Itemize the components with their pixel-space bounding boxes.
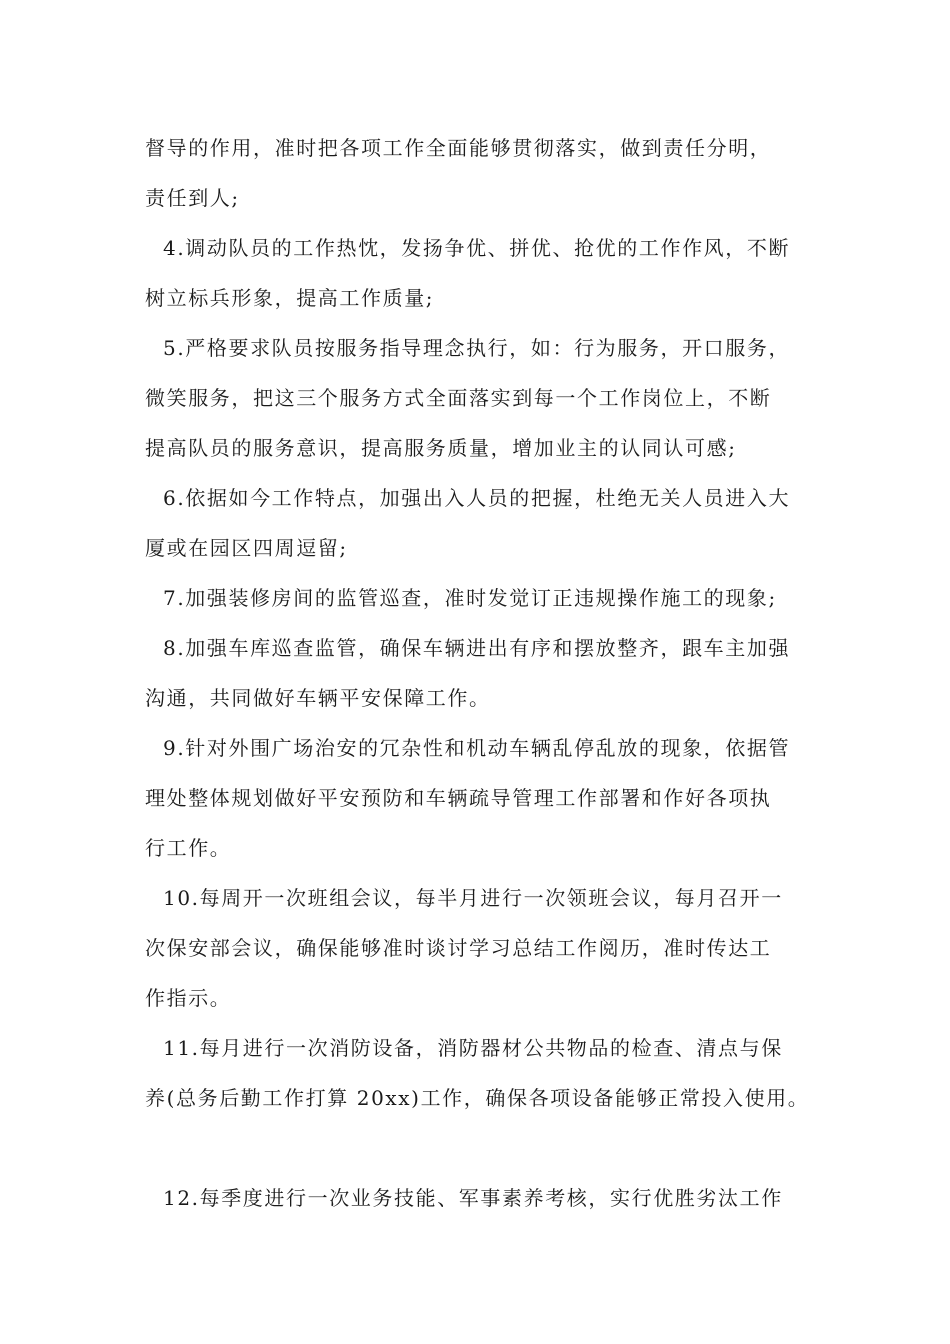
paragraph-item-6: [145, 473, 810, 573]
text-line: 4.调动队员的工作热忱，发扬争优、拼优、抢优的工作作风，不断: [163, 236, 791, 260]
text-line: 微笑服务，把这三个服务方式全面落实到每一个工作岗位上，不断: [145, 386, 772, 410]
text-line: 7.加强装修房间的监管巡查，准时发觉订正违规操作施工的现象;: [163, 586, 777, 610]
text-line: 厦或在园区四周逗留;: [145, 536, 348, 560]
text-line: 10.每周开一次班组会议，每半月进行一次领班会议，每月召开一: [163, 886, 783, 910]
text-line: 养(总务后勤工作打算 20xx)工作，确保各项设备能够正常投入使用。: [145, 1086, 810, 1110]
text-line: 责任到人;: [145, 186, 240, 210]
text-line: 提高队员的服务意识，提高服务质量，增加业主的认同认可感;: [145, 436, 737, 460]
paragraph-item-8: [145, 623, 810, 723]
text-line: 行工作。: [145, 836, 232, 860]
text-line: 12.每季度进行一次业务技能、军事素养考核，实行优胜劣汰工作: [163, 1186, 783, 1210]
text-line: 11.每月进行一次消防设备，消防器材公共物品的检查、清点与保: [163, 1036, 783, 1060]
paragraph-item-7: [145, 573, 810, 623]
text-line: 9.针对外围广场治安的冗杂性和机动车辆乱停乱放的现象，依据管: [163, 736, 791, 760]
paragraph-item-10: [145, 873, 810, 1023]
text-line: 次保安部会议，确保能够准时谈讨学习总结工作阅历，准时传达工: [145, 936, 772, 960]
text-line: 督导的作用，准时把各项工作全面能够贯彻落实，做到责任分明，: [145, 136, 772, 160]
paragraph-item-9: [145, 723, 810, 873]
paragraph-item-4: [145, 223, 810, 323]
text-line: 沟通，共同做好车辆平安保障工作。: [145, 686, 491, 710]
text-line: 5.严格要求队员按服务指导理念执行，如：行为服务，开口服务，: [163, 336, 791, 360]
text-line: 树立标兵形象，提高工作质量;: [145, 286, 435, 310]
text-line: 8.加强车库巡查监管，确保车辆进出有序和摆放整齐，跟车主加强: [163, 636, 791, 660]
paragraph-item-5: [145, 323, 810, 473]
text-line: 理处整体规划做好平安预防和车辆疏导管理工作部署和作好各项执: [145, 786, 772, 810]
paragraph-item-12: [145, 1173, 810, 1223]
paragraph-item-11: [145, 1023, 810, 1123]
text-line: 作指示。: [145, 986, 232, 1010]
paragraph-continuation: [145, 123, 810, 223]
text-line: 6.依据如今工作特点，加强出入人员的把握，杜绝无关人员进入大: [163, 486, 791, 510]
